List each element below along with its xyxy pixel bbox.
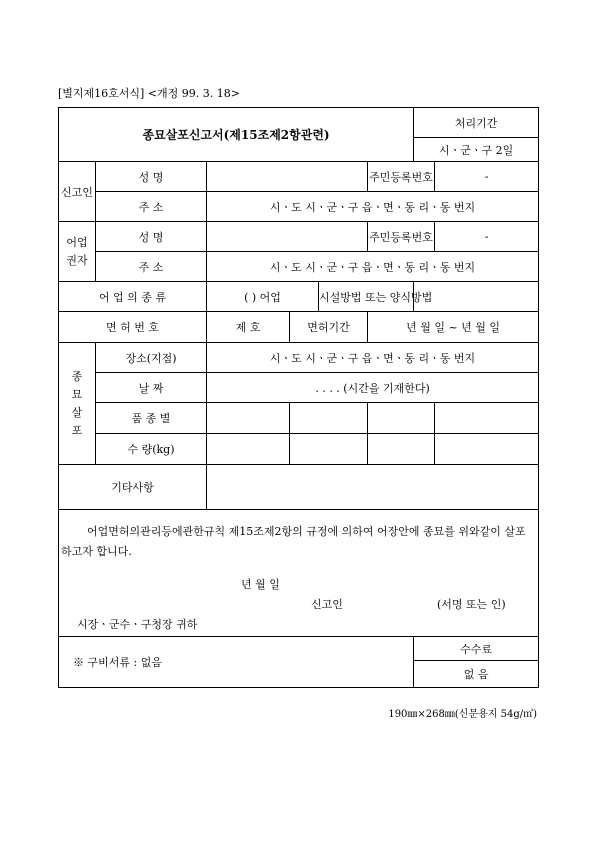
reporter-name-field[interactable] — [207, 162, 368, 192]
other-label: 기타사항 — [59, 465, 207, 510]
form-title: 종묘살포신고서(제15조제2항관련) — [59, 108, 414, 162]
fisher-name-field[interactable] — [207, 222, 368, 252]
required-docs: ※ 구비서류 : 없음 — [59, 637, 414, 688]
declaration-reporter: 신고인 — [311, 598, 343, 611]
qty-label: 수 량(kg) — [96, 434, 207, 465]
place-label: 장소(지점) — [96, 343, 207, 373]
release-section-char-1: 종 — [71, 369, 83, 383]
license-period-field[interactable]: 년 월 일 ~ 년 월 일 — [368, 312, 539, 343]
license-number-field[interactable]: 제 호 — [207, 312, 290, 343]
report-form — [58, 107, 539, 688]
fisher-section — [59, 222, 96, 282]
fishery-type-label: 어 업 의 종 류 — [59, 282, 207, 312]
license-period-label: 면허기간 — [290, 312, 368, 343]
fisher-section-line1: 어업 — [66, 235, 88, 249]
reporter-addr-field[interactable]: 시ㆍ도 시ㆍ군ㆍ구 읍ㆍ면ㆍ동 리ㆍ동 번지 — [207, 192, 539, 222]
fisher-addr-field[interactable]: 시ㆍ도 시ㆍ군ㆍ구 읍ㆍ면ㆍ동 리ㆍ동 번지 — [207, 252, 539, 282]
processing-value: 시ㆍ군ㆍ구 2일 — [414, 138, 539, 162]
species-field-3[interactable] — [368, 403, 435, 434]
reporter-name-label: 성 명 — [96, 162, 207, 192]
place-field[interactable]: 시ㆍ도 시ㆍ군ㆍ구 읍ㆍ면ㆍ동 리ㆍ동 번지 — [207, 343, 539, 373]
addressee: 시장ㆍ군수ㆍ구청장 귀하 — [77, 618, 198, 631]
fisher-section-line2: 권자 — [66, 253, 88, 267]
release-section-char-3: 살 — [71, 405, 83, 419]
fee-label: 수수료 — [414, 637, 539, 661]
paper-spec: 190㎜×268㎜(신문용지 54g/㎡) — [388, 709, 537, 720]
release-section — [59, 343, 96, 465]
fisher-id-field[interactable]: - — [435, 222, 539, 252]
form-header: [별지제16호서식] <개정 99. 3. 18> — [58, 87, 240, 100]
reporter-addr-label: 주 소 — [96, 192, 207, 222]
declaration-block — [59, 510, 539, 637]
reporter-id-label: 주민등록번호 — [368, 162, 435, 192]
qty-field-1[interactable] — [207, 434, 290, 465]
declaration-date[interactable]: 년 월 일 — [241, 578, 280, 591]
species-field-2[interactable] — [290, 403, 368, 434]
reporter-id-field[interactable]: - — [435, 162, 539, 192]
fisher-name-label: 성 명 — [96, 222, 207, 252]
declaration-text: 어업면허의관리등에관한규칙 제15조제2항의 규정에 의하여 어장안에 종묘를 위와같이 살포하고자 합니다. — [61, 525, 526, 558]
license-label: 면 허 번 호 — [59, 312, 207, 343]
qty-field-3[interactable] — [368, 434, 435, 465]
reporter-section: 신고인 — [59, 162, 96, 222]
fisher-id-label: 주민등록번호 — [368, 222, 435, 252]
species-field-4[interactable] — [435, 403, 539, 434]
species-label: 품 종 별 — [96, 403, 207, 434]
fishery-type-field[interactable]: ( ) 어업 — [207, 282, 319, 312]
other-field[interactable] — [207, 465, 539, 510]
date-field[interactable]: . . . . (시간을 기재한다) — [207, 373, 539, 403]
date-label: 날 짜 — [96, 373, 207, 403]
qty-field-4[interactable] — [435, 434, 539, 465]
release-section-char-2: 묘 — [71, 387, 83, 401]
qty-field-2[interactable] — [290, 434, 368, 465]
fisher-addr-label: 주 소 — [96, 252, 207, 282]
processing-label: 처리기간 — [414, 108, 539, 138]
method-label: 시설방법 또는 양식방법 — [319, 282, 414, 312]
fee-value: 없 음 — [414, 661, 539, 688]
species-field-1[interactable] — [207, 403, 290, 434]
release-section-char-4: 포 — [71, 423, 83, 437]
signature-field[interactable]: (서명 또는 인) — [437, 598, 506, 611]
method-field[interactable] — [414, 282, 539, 312]
